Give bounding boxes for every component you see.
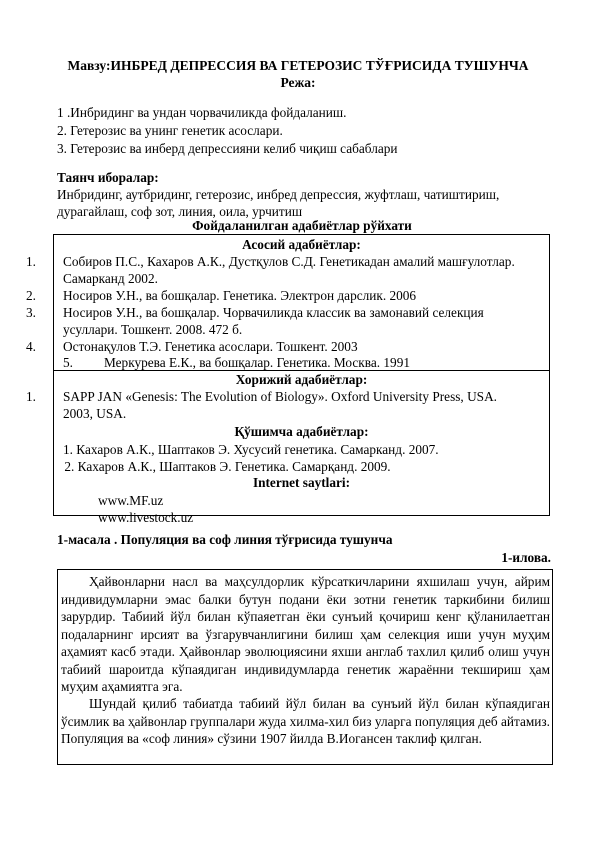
reference-number: 5. [63,355,73,370]
reference-line: 1. Кахаров А.К., Шаптаков Э. Хусусий генетика. Самарканд. 2007. [63,442,439,457]
extra-references-heading: Қўшимча адабиётлар: [234,424,369,439]
reference-line: усуллари. Тошкент. 2008. 472 б. [63,322,243,337]
foreign-references-heading: Хорижий адабиётлар: [235,372,368,387]
reference-line: SAPP JAN «Genesis: The Evolution of Biology». Oxford University Press, USA. [63,389,497,404]
reference-line: Собиров П.С., Кахаров А.К., Дустқулов С.Д. Генетикадан амалий машғулотлар. [63,254,515,269]
reference-line: 2003, USA. [63,406,127,421]
internet-link[interactable]: www.MF.uz [98,493,164,508]
appendix-label: 1-илова. [501,550,551,565]
reference-number: 4. [26,339,36,354]
plan-label: Режа: [280,75,316,90]
reference-line: Меркурева Е.К., ва бошқалар. Генетика. Москва. 1991 [104,355,410,370]
reference-number: 3. [26,305,36,320]
reference-line: Самарканд 2002. [63,271,158,286]
reference-line: 2. Кахаров А.К., Шаптаков Э. Генетика. Самарқанд. 2009. [61,459,391,474]
internet-link[interactable]: www.livestock.uz [98,510,194,525]
section-divider [53,370,550,371]
plan-item: 2. Гетерозис ва унинг генетик асослари. [57,123,283,138]
reference-number: 1. [26,389,36,404]
reference-line: Носиров У.Н., ва бошқалар. Генетика. Электрон дарслик. 2006 [63,288,417,303]
references-title: Фойдаланилган адабиётлар рўйхати [192,218,412,233]
reference-line: Остонақулов Т.Э. Генетика асослари. Тошкент. 2003 [63,339,358,354]
body-paragraph: Шундай қилиб табиатда табиий йўл билан ва сунъий йўл билан кўпаядиган ўсимлик ва ҳайвонлар группалари жуда хилма-хил биз уларга популяция деб айтамиз. Популяция ва «соф линия» сўзини 1907 йилда В.Иогансен таклиф қилган. [61,696,550,746]
topic-title: Мавзу:ИНБРЕД ДЕПРЕССИЯ ВА ГЕТЕРОЗИС ТЎҒРИСИДА ТУШУНЧА [67,58,529,73]
body-paragraph: Ҳайвонларни насл ва маҳсулдорлик кўрсаткичларини яхшилаш учун, айрим индивидумларни эмас балки бутун подани ёки зотни генетик таркибини билиш зарурдир. Табиий йўл билан кўпаяетган ёки сунъий қочириш кенг қўланилаетган подаларнинг ирсият ва ўзгарувчанлигини билиш ҳам селекция иши учун муҳим аҳамият касб этади. Ҳайвонлар эволюциясини яхши англаб тахлил қилиб олиш учун табиий шароитда кўпаядиган индивидумларда генетик жараённи текшириш ҳам муҳим аҳамиятга эга. [61,574,550,694]
plan-item: 3. Гетерозис ва инберд депрессияни келиб чиқиш сабаблари [57,141,398,156]
reference-number: 1. [26,254,36,269]
main-references-heading: Асосий адабиётлар: [242,237,361,252]
keywords-label: Таянч иборалар: [57,170,159,185]
reference-line: Носиров У.Н., ва бошқалар. Чорвачиликда классик ва замонавий селекция [63,305,484,320]
question-title: 1-масала . Популяция ва соф линия тўғрисида тушунча [57,532,393,547]
keywords-line: дурагайлаш, соф зот, линия, оила, урчитиш [57,204,303,219]
keywords-line: Инбридинг, аутбридинг, гетерозис, инбред депрессия, жуфтлаш, чатиштириш, [57,187,500,202]
internet-heading: Internet saytlari: [252,475,351,490]
plan-item: 1 .Инбридинг ва ундан чорвачиликда фойдаланиш. [57,105,347,120]
reference-number: 2. [26,288,36,303]
